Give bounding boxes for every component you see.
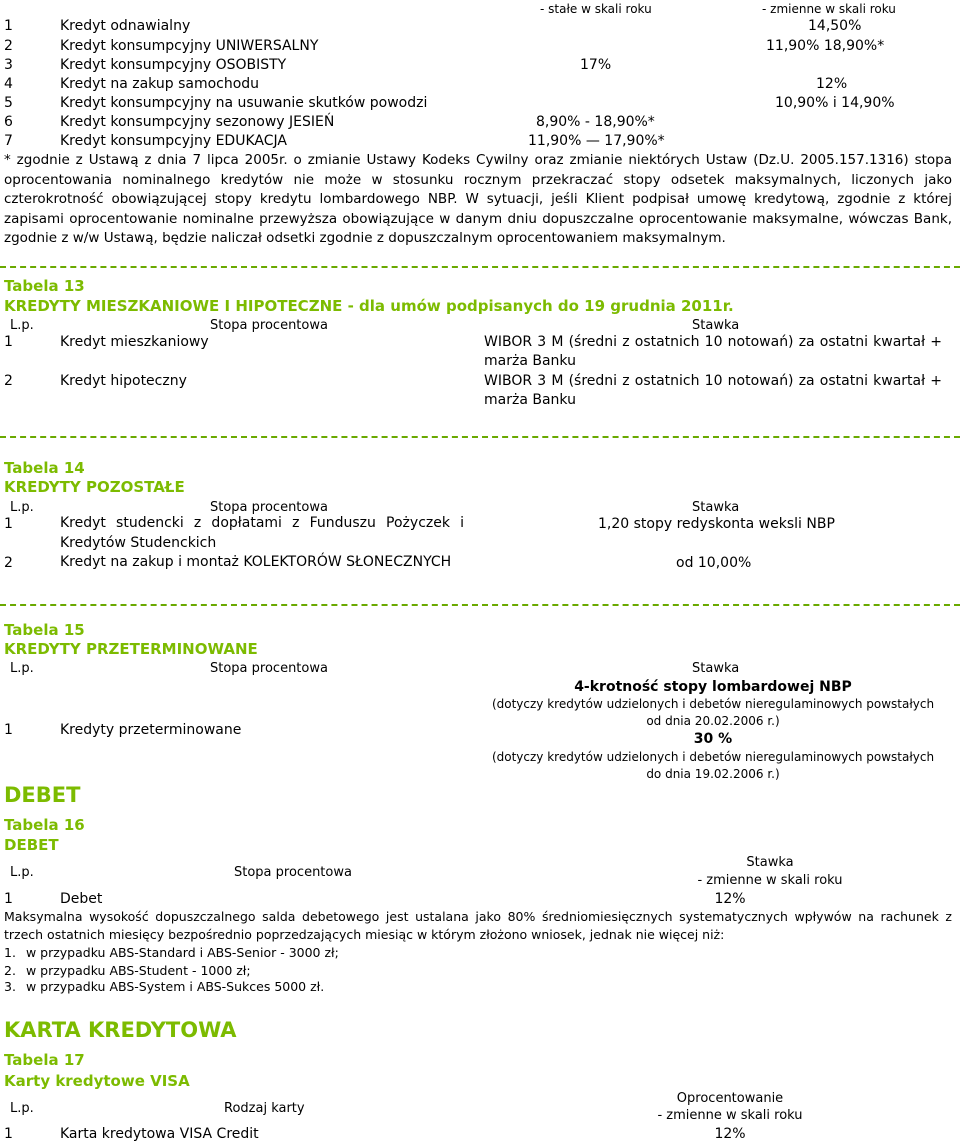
col-stawka: Stawka [692,500,740,515]
row-name: Kredyt konsumpcyjny EDUKACJA [60,133,287,149]
row-num: 2 [4,38,13,54]
list-text: w przypadku ABS-Standard i ABS-Senior - 3000 zł; [25,945,339,960]
list-item [4,944,339,962]
col-rate: Stopa procentowa [210,500,328,515]
stawka-value-1: 4-krotność stopy lombardowej NBP [574,679,852,695]
row-stawka: 12% [714,891,746,907]
row-num: 1 [4,516,13,532]
row-num: 6 [4,114,13,130]
row-variable: 12% [816,76,848,92]
col-rate: Oprocentowanie [676,1091,784,1106]
stawka-note-2b: do dnia 19.02.2006 r.) [646,767,780,781]
table-label: Tabela 14 [4,459,85,477]
section-divider [0,604,960,606]
row-num: 1 [4,722,13,738]
row-num: 7 [4,133,13,149]
section-heading: KARTA KREDYTOWA [4,1018,237,1042]
section-divider [0,266,960,268]
col-lp: L.p. [10,1101,34,1116]
list-marker: 1. [4,945,16,960]
row-num: 1 [4,891,13,907]
col-stawka: Stawka [746,855,794,870]
list-marker: 2. [4,963,16,978]
row-num: 4 [4,76,13,92]
col-rate-sub: - zmienne w skali roku [657,1108,803,1123]
row-stawka: od 10,00% [676,555,752,571]
row-stawka: 1,20 stopy redyskonta weksli NBP [598,516,835,532]
footnote-paragraph: * zgodnie z Ustawą z dnia 7 lipca 2005r. o zmianie Ustawy Kodeks Cywilny oraz zmianie niektórych Ustaw (Dz.U. 2005.157.1316) stopa oprocentowania nominalnego kredytów nie może w stosunku rocznym przekraczać stopy odsetek maksymalnych, liczonych jako czterokrotność obowiązującej stopy kredytu lombardowego NBP. W sytuacji, jeśli Klient podpisał umowę kredytową, zgodnie z której zapisami oprocentowanie nominalne przewyższa obowiązujące w danym dniu dopuszczalne oprocentowanie maksymalne, wówczas Bank, zgodnie z w/w Ustawą, będzie naliczał odsetki zgodnie z dopuszczalnym oprocentowaniem maksymalnym. [4,152,952,246]
row-name: Kredyty przeterminowane [60,722,242,738]
col-lp: L.p. [10,865,34,880]
row-stawka-line1: WIBOR 3 M (średni z ostatnich 10 notowań) za ostatni kwartał + [484,373,942,389]
row-name: Karta kredytowa VISA Credit [60,1126,259,1142]
row-name: Debet [60,891,103,907]
debet-note: Maksymalna wysokość dopuszczalnego salda debetowego jest ustalana jako 80% średniomiesięcznych systematycznych wpływów na rachunek z trzech ostatnich miesięcy bezpośrednio poprzedzających miesiąc w którym złożono wniosek, jednak nie więcej niż: [4,909,952,942]
table-label: Tabela 13 [4,277,85,295]
row-name: Kredyt na zakup samochodu [60,76,260,92]
table-label: Tabela 17 [4,1051,85,1069]
col-rate: Stopa procentowa [210,318,328,333]
row-name: Kredyt na zakup i montaż KOLEKTORÓW SŁONECZNYCH [60,554,452,570]
row-stawka-line1: WIBOR 3 M (średni z ostatnich 10 notowań) za ostatni kwartał + [484,334,942,350]
row-stawka-line2: marża Banku [484,392,576,408]
table-title: KREDYTY MIESZKANIOWE I HIPOTECZNE - dla umów podpisanych do 19 grudnia 2011r. [4,297,734,315]
section-divider [0,436,960,438]
table-label: Tabela 15 [4,621,85,639]
col-stawka-sub: - zmienne w skali roku [697,873,843,888]
row-num: 1 [4,18,13,34]
list-text: w przypadku ABS-System i ABS-Sukces 5000 zł. [25,979,325,994]
row-name: Kredyt konsumpcyjny UNIWERSALNY [60,38,319,54]
row-name: Kredyt konsumpcyjny sezonowy JESIEŃ [60,114,335,130]
row-variable: 11,90% 18,90%* [766,38,885,54]
header-variable-rate: - zmienne w skali roku [762,2,896,16]
row-num: 2 [4,373,13,389]
col-lp: L.p. [10,661,34,676]
table-title: KREDYTY PRZETERMINOWANE [4,640,258,658]
row-num: 1 [4,334,13,350]
row-num: 1 [4,1126,13,1142]
row-name: Kredyt studencki z dopłatami z Funduszu Pożyczek i Kredytów Studenckich [60,515,464,551]
table-title: KREDYTY POZOSTAŁE [4,478,185,496]
header-fixed-rate: - stałe w skali roku [540,2,652,16]
row-fixed: 8,90% - 18,90%* [536,114,655,130]
stawka-note-2a: (dotyczy kredytów udzielonych i debetów nieregulaminowych powstałych [491,750,935,764]
col-rate: Stopa procentowa [210,661,328,676]
col-stawka: Stawka [692,661,740,676]
stawka-note-1a: (dotyczy kredytów udzielonych i debetów nieregulaminowych powstałych [491,697,935,711]
row-stawka-line2: marża Banku [484,353,576,369]
table-title: Karty kredytowe VISA [4,1072,190,1090]
col-rate: Stopa procentowa [234,865,352,880]
row-variable: 10,90% i 14,90% [775,95,895,111]
col-lp: L.p. [10,500,34,515]
list-item [4,978,324,996]
row-name: Kredyt hipoteczny [60,373,187,389]
stawka-value-2: 30 % [693,731,733,747]
list-marker: 3. [4,979,16,994]
list-text: w przypadku ABS-Student - 1000 zł; [25,963,251,978]
table-label: Tabela 16 [4,816,85,834]
col-type: Rodzaj karty [224,1101,305,1116]
row-num: 3 [4,57,13,73]
row-num: 5 [4,95,13,111]
col-stawka: Stawka [692,318,740,333]
row-name: Kredyt konsumpcyjny OSOBISTY [60,57,287,73]
table-title: DEBET [4,836,59,854]
row-fixed: 17% [580,57,612,73]
row-name: Kredyt konsumpcyjny na usuwanie skutków powodzi [60,95,428,111]
stawka-note-1b: od dnia 20.02.2006 r.) [646,714,780,728]
col-lp: L.p. [10,318,34,333]
row-num: 2 [4,555,13,571]
row-name: Kredyt mieszkaniowy [60,334,209,350]
section-heading: DEBET [4,783,81,807]
row-fixed: 11,90% — 17,90%* [528,133,665,149]
row-name: Kredyt odnawialny [60,18,191,34]
row-variable: 14,50% [808,18,862,34]
row-rate: 12% [714,1126,746,1142]
